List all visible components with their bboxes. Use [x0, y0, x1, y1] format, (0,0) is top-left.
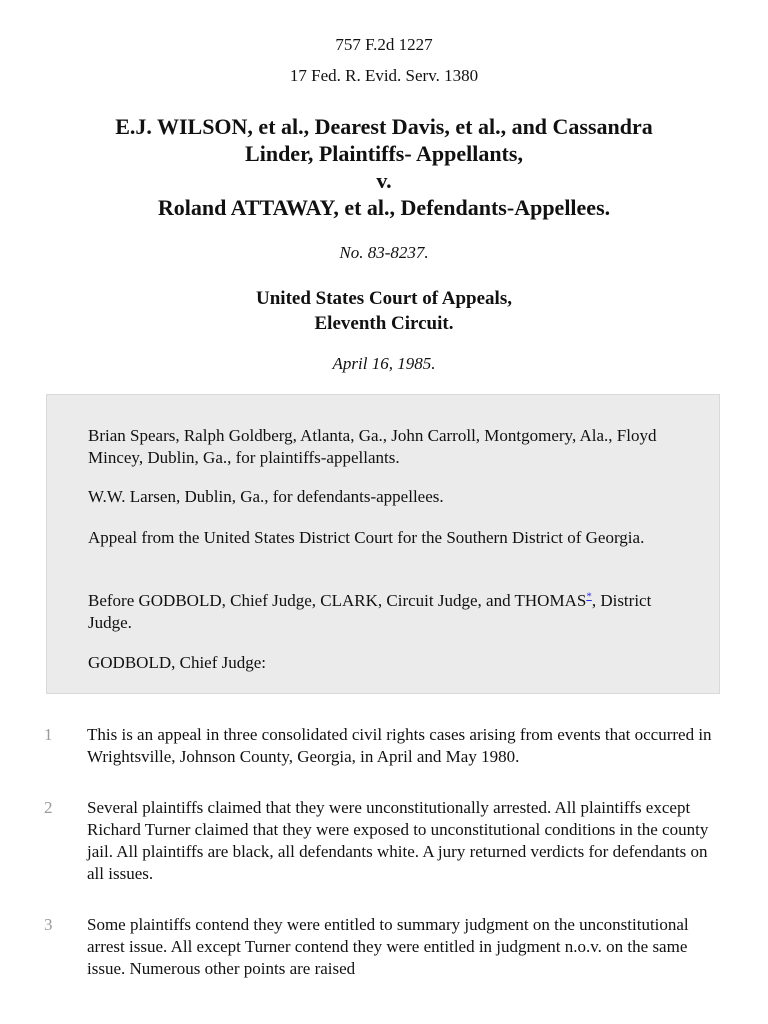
caption-line-1: E.J. WILSON, et al., Dearest Davis, et al., and Cassandra [115, 114, 653, 139]
paragraph-number: 1 [44, 725, 53, 744]
decision-date: April 16, 1985. [332, 354, 436, 373]
docket-number: No. 83-8237. [339, 243, 429, 262]
citation-evidence-service: 17 Fed. R. Evid. Serv. 1380 [289, 66, 479, 85]
paragraph-number: 3 [44, 915, 53, 934]
court-name-line-1: United States Court of Appeals, [256, 288, 512, 309]
court-name-line-2: Eleventh Circuit. [314, 313, 454, 334]
counsel-box [46, 394, 720, 694]
panel-judges-suffix: , District Judge. [88, 591, 652, 632]
panel-judges-text: Before GODBOLD, Chief Judge, CLARK, Circuit Judge, and THOMAS [88, 591, 587, 610]
caption-line-4: Roland ATTAWAY, et al., Defendants-Appellees. [157, 195, 611, 220]
court-name [0, 286, 768, 336]
counsel-defendants: W.W. Larsen, Dublin, Ga., for defendants-appellees. [88, 487, 444, 506]
citation-reporter: 757 F.2d 1227 [335, 35, 433, 54]
caption-line-2: Linder, Plaintiffs- Appellants, [245, 141, 523, 166]
paragraph-number: 2 [44, 798, 53, 817]
paragraph-text: Some plaintiffs contend they were entitled to summary judgment on the unconstitutional arrest issue. All except Turner contend they were entitled in judgment n.o.v. on the same issue. Numerous other points are raised [87, 915, 689, 978]
paragraph-text: This is an appeal in three consolidated civil rights cases arising from events that occurred in Wrightsville, Johnson County, Georgia, in April and May 1980. [87, 725, 712, 766]
opinion-author: GODBOLD, Chief Judge: [88, 653, 267, 672]
counsel-plaintiffs: Brian Spears, Ralph Goldberg, Atlanta, Ga., John Carroll, Montgomery, Ala., Floyd Mincey, Dublin, Ga., for plaintiffs-appellants. [88, 426, 657, 467]
case-caption [60, 113, 708, 221]
caption-versus: v. [376, 168, 392, 193]
panel-judges [88, 590, 688, 634]
appeal-from: Appeal from the United States District Court for the Southern District of Georgia. [88, 528, 645, 547]
paragraph-text: Several plaintiffs claimed that they were unconstitutionally arrested. All plaintiffs except Richard Turner claimed that they were exposed to unconstitutional conditions in the county jail. All plaintiffs are black, all defendants white. A jury returned verdicts for defendants on all issues. [87, 798, 709, 883]
footnote-link[interactable]: * [586, 590, 592, 603]
